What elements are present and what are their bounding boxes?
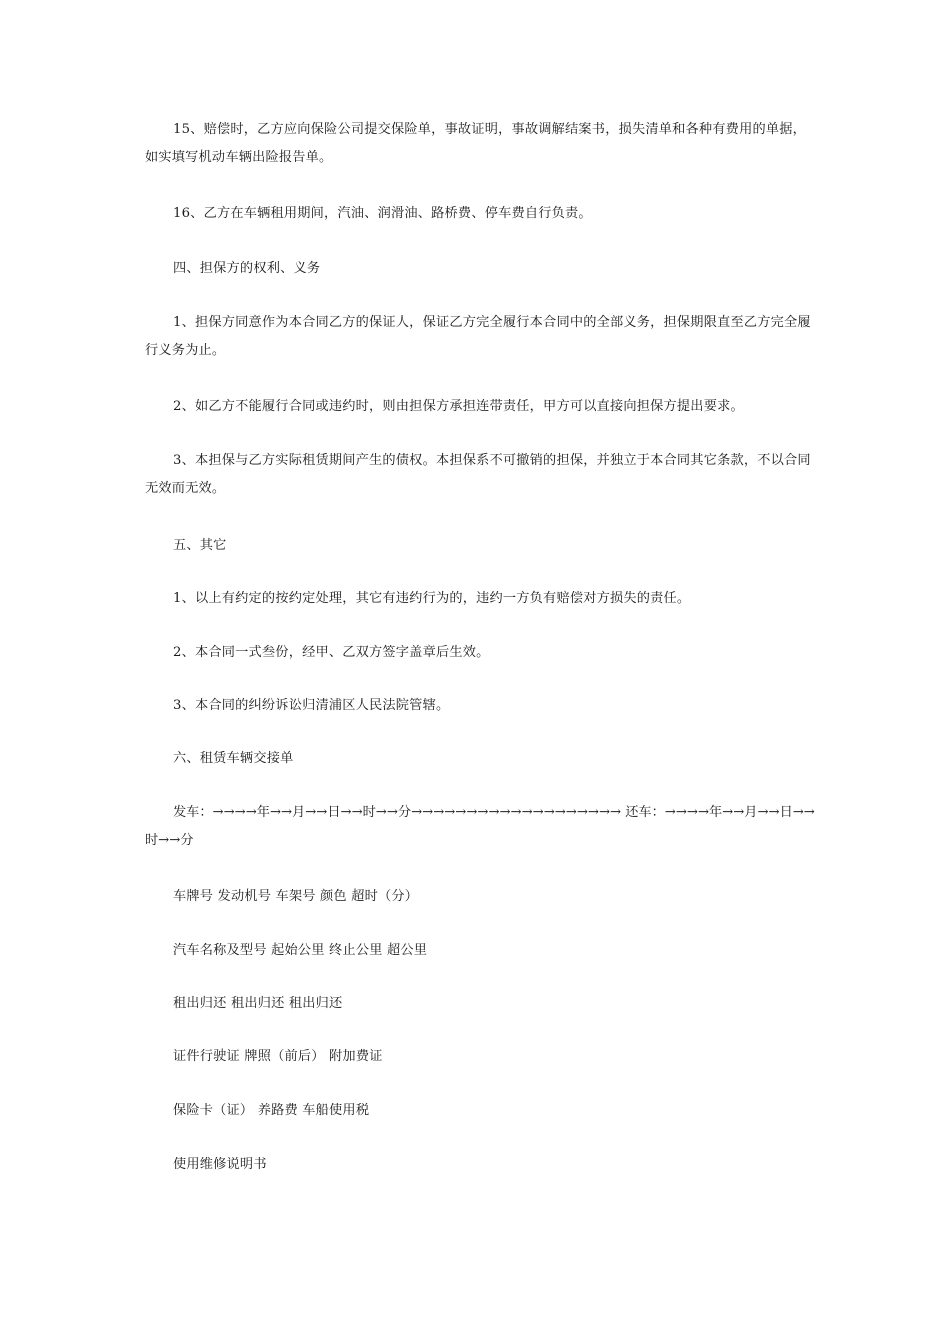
other-clause-3: 3、本合同的纠纷诉讼归清浦区人民法院管辖。 xyxy=(173,698,450,713)
clause-15-compensation: 15、赔偿时，乙方应向保险公司提交保险单，事故证明，事故调解结案书，损失清单和各种有费用的单据，如实填写机动车辆出险报告单。 xyxy=(145,122,807,165)
section-heading-guarantor: 四、担保方的权利、义务 xyxy=(173,261,321,276)
handover-row-manual: 使用维修说明书 xyxy=(173,1157,267,1172)
other-clause-1: 1、以上有约定的按约定处理，其它有违约行为的，违约一方负有赔偿对方损失的责任。 xyxy=(173,591,691,606)
handover-row-rent-return: 租出归还 租出归还 租出归还 xyxy=(173,996,343,1011)
handover-dates-line: 发车：→→→→年→→月→→日→→时→→分→→→→→→→→→→→→→→→→→→→ 还车：→→→→年→→月→→日→→时→→分 xyxy=(145,805,815,848)
handover-row-insurance: 保险卡（证） 养路费 车船使用税 xyxy=(173,1103,370,1118)
guarantor-clause-2: 2、如乙方不能履行合同或违约时，则由担保方承担连带责任，甲方可以直接向担保方提出要求。 xyxy=(173,399,744,414)
handover-row-mileage: 汽车名称及型号 起始公里 终止公里 超公里 xyxy=(173,943,428,958)
handover-row-vehicle-ids: 车牌号 发动机号 车架号 颜色 超时（分） xyxy=(173,889,419,904)
guarantor-clause-1: 1、担保方同意作为本合同乙方的保证人，保证乙方完全履行本合同中的全部义务，担保期限直至乙方完全履行义务为止。 xyxy=(145,315,811,358)
section-heading-handover: 六、租赁车辆交接单 xyxy=(173,751,294,766)
other-clause-2: 2、本合同一式叁份，经甲、乙双方签字盖章后生效。 xyxy=(173,645,490,660)
section-heading-other: 五、其它 xyxy=(173,538,227,553)
handover-row-documents: 证件行驶证 牌照（前后） 附加费证 xyxy=(173,1049,383,1064)
guarantor-clause-3: 3、本担保与乙方实际租赁期间产生的债权。本担保系不可撤销的担保，并独立于本合同其它条款，不以合同无效而无效。 xyxy=(145,453,811,496)
clause-16-expenses: 16、乙方在车辆租用期间，汽油、润滑油、路桥费、停车费自行负责。 xyxy=(173,206,592,221)
